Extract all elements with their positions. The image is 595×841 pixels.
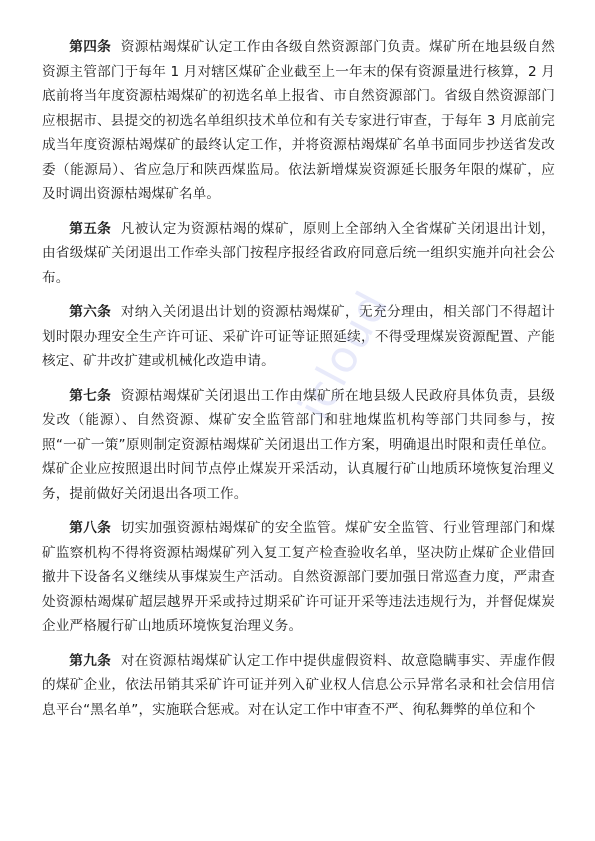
watermark: icloud [288, 282, 399, 429]
article-6-head: 第六条 [69, 304, 112, 320]
article-8-head: 第八条 [69, 520, 112, 536]
article-6-body: 对纳入关闭退出计划的资源枯竭煤矿，无充分理由，相关部门不得超计划时限办理安全生产许可证、采矿许可证等证照延续，不得受理煤炭资源配置、产能核定、矿井改扩建或机械化改造申请。 [42, 304, 555, 369]
article-4-body: 资源枯竭煤矿认定工作由各级自然资源部门负责。煤矿所在地县级自然资源主管部门于每年 1 月对辖区煤矿企业截至上一年末的保有资源量进行核算，2 月底前将当年度资源枯竭煤矿的初选名单上报省、市自然资源部门。省级自然资源部门应根据市、县提交的初选名单组织技术单位和有关专家进行审查，于每年 3 月底前完成当年度资源枯竭煤矿的最终认定工作，并将资源枯竭煤矿名单书面同步抄送省发改委（能源局）、省应急厅和陕西煤监局。依法新增煤炭资源延长服务年限的煤矿，应及时调出资源枯竭煤矿名单。 [42, 39, 555, 202]
article-9-head: 第九条 [69, 652, 112, 669]
article-4 [42, 35, 555, 207]
article-9-body: 对在资源枯竭煤矿认定工作中提供虚假资料、故意隐瞒事实、弄虚作假的煤矿企业，依法吊销其采矿许可证并列入矿业权人信息公示异常名录和社会信用信息平台“黑名单”，实施联合惩戒。对在认定工作中审查不严、徇私舞弊的单位和个 [42, 652, 555, 718]
article-5 [42, 217, 555, 291]
article-8 [42, 516, 555, 639]
article-7-body: 资源枯竭煤矿关闭退出工作由煤矿所在地县级人民政府具体负责，县级发改（能源）、自然资源、煤矿安全监管部门和驻地煤监机构等部门共同参与，按照“一矿一策”原则制定资源枯竭煤矿关闭退出工作方案，明确退出时限和责任单位。煤矿企业应按照退出时间节点停止煤炭开采活动，认真履行矿山地质环境恢复治理义务，提前做好关闭退出各项工作。 [42, 387, 555, 502]
article-5-body: 凡被认定为资源枯竭的煤矿，原则上全部纳入全省煤矿关闭退出计划，由省级煤矿关闭退出工作牵头部门按程序报经省政府同意后统一组织实施并向社会公布。 [42, 220, 555, 286]
article-7 [42, 384, 555, 507]
document-body [42, 35, 555, 732]
article-5-head: 第五条 [69, 220, 112, 237]
article-9 [42, 649, 555, 723]
article-7-head: 第七条 [69, 387, 112, 404]
article-8-body: 切实加强资源枯竭煤矿的安全监管。煤矿安全监管、行业管理部门和煤矿监察机构不得将资源枯竭煤矿列入复工复产检查验收名单，坚决防止煤矿企业借回撤井下设备名义继续从事煤炭生产活动。自然资源部门要加强日常巡查力度，严肃查处资源枯竭煤矿超层越界开采或持过期采矿许可证开采等违法违规行为，并督促煤炭企业严格履行矿山地质环境恢复治理义务。 [42, 520, 555, 634]
article-4-head: 第四条 [69, 39, 112, 55]
article-6 [42, 300, 555, 374]
